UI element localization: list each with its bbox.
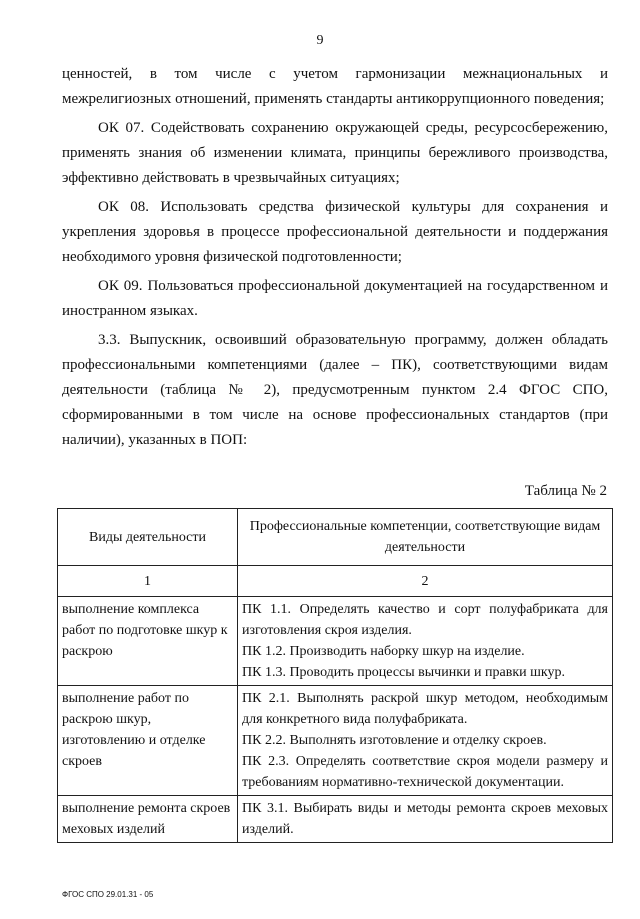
competency-item: ПК 1.2. Производить наборку шкур на изделие. [242, 644, 525, 659]
column-number-2: 2 [238, 566, 613, 597]
paragraph-ok08: ОК 08. Использовать средства физической культуры для сохранения и укрепления здоровья в процессе профессиональной деятельности и поддержания необходимого уровня физической подготовленности; [62, 199, 608, 265]
competency-item: ПК 1.1. Определять качество и сорт полуфабриката для изготовления скроя изделия. [242, 602, 608, 638]
document-footer: ФГОС СПО 29.01.31 - 05 [62, 890, 154, 899]
paragraph-values: ценностей, в том числе с учетом гармонизации межнациональных и межрелигиозных отношений, применять стандарты антикоррупционного поведения; [62, 66, 608, 107]
paragraph-ok09: ОК 09. Пользоваться профессиональной документацией на государственном и иностранном языках. [62, 278, 608, 319]
table-header-row [58, 509, 613, 566]
table-row [58, 597, 613, 686]
table-number-row [58, 566, 613, 597]
competency-item: ПК 2.2. Выполнять изготовление и отделку скроев. [242, 733, 547, 748]
activity-cell: выполнение комплекса работ по подготовке шкур к раскрою [58, 597, 238, 686]
body-text [62, 62, 608, 453]
competency-item: ПК 3.1. Выбирать виды и методы ремонта скроев меховых изделий. [242, 801, 608, 837]
competency-item: ПК 1.3. Проводить процессы вычинки и правки шкур. [242, 665, 565, 680]
paragraph-ok07: ОК 07. Содействовать сохранению окружающей среды, ресурсосбережению, применять знания об изменении климата, принципы бережливого производства, эффективно действовать в чрезвычайных ситуациях; [62, 120, 608, 186]
competency-item: ПК 2.1. Выполнять раскрой шкур методом, необходимым для конкретного вида полуфабриката. [242, 691, 608, 727]
competency-item: ПК 2.3. Определять соответствие скроя модели размеру и требованиям нормативно-технической документации. [242, 754, 608, 790]
activity-cell: выполнение ремонта скроев меховых изделий [58, 796, 238, 843]
paragraph-3-3: 3.3. Выпускник, освоивший образовательную программу, должен обладать профессиональными компетенциями (далее – ПК), соответствующими видам деятельности (таблица № 2), предусмотренным пунктом 2.4 ФГОС СПО, сформированными в том числе на основе профессиональных стандартов (при наличии), указанных в ПОП: [62, 332, 608, 448]
competencies-cell [238, 796, 613, 843]
column-number-1: 1 [58, 566, 238, 597]
table-caption: Таблица № 2 [524, 483, 607, 499]
page-number: 9 [316, 33, 324, 48]
column-header-competencies: Профессиональные компетенции, соответствующие видам деятельности [238, 509, 613, 566]
competencies-cell [238, 686, 613, 796]
activity-cell: выполнение работ по раскрою шкур, изготовлению и отделке скроев [58, 686, 238, 796]
competencies-table [57, 508, 613, 843]
competencies-cell [238, 597, 613, 686]
table-row [58, 686, 613, 796]
table-row [58, 796, 613, 843]
column-header-activity: Виды деятельности [58, 509, 238, 566]
